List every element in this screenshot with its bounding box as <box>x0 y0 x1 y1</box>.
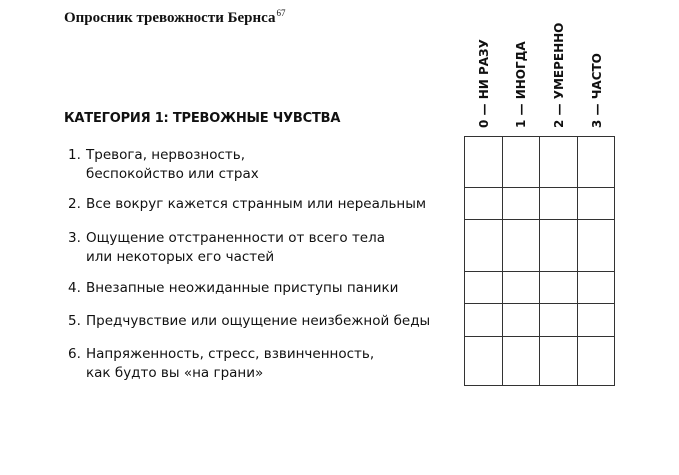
answer-row-2 <box>465 188 615 220</box>
footnote-marker: 67 <box>276 8 286 18</box>
answer-cell-q1-2[interactable] <box>540 137 578 188</box>
answer-row-1 <box>465 137 615 188</box>
answer-cell-q4-0[interactable] <box>465 272 503 304</box>
question-2 <box>68 195 426 214</box>
question-2-text: Все вокруг кажется странным или нереальным <box>86 196 427 212</box>
question-2-number: 2. <box>68 196 81 212</box>
question-4 <box>68 279 398 298</box>
answer-cell-q1-3[interactable] <box>577 137 615 188</box>
answer-cell-q6-1[interactable] <box>502 337 540 386</box>
answer-row-5 <box>465 304 615 337</box>
question-4-text: Внезапные неожиданные приступы паники <box>86 280 399 296</box>
answer-cell-q5-2[interactable] <box>540 304 578 337</box>
document-title <box>64 8 286 27</box>
answer-cell-q1-0[interactable] <box>465 137 503 188</box>
question-1 <box>68 146 259 184</box>
answer-cell-q4-2[interactable] <box>540 272 578 304</box>
answer-cell-q5-1[interactable] <box>502 304 540 337</box>
question-6-text: Напряженность, стресс, взвинченность, <box>86 346 375 362</box>
question-5 <box>68 312 430 331</box>
question-5-number: 5. <box>68 313 81 329</box>
category-title: КАТЕГОРИЯ 1: ТРЕВОЖНЫЕ ЧУВСТВА <box>64 111 341 126</box>
answer-cell-q2-0[interactable] <box>465 188 503 220</box>
answer-cell-q2-1[interactable] <box>502 188 540 220</box>
answer-cell-q2-2[interactable] <box>540 188 578 220</box>
answer-cell-q4-3[interactable] <box>577 272 615 304</box>
answer-cell-q3-1[interactable] <box>502 220 540 272</box>
question-3-text: Ощущение отстраненности от всего тела <box>86 230 386 246</box>
question-1-text-line2: беспокойство или страх <box>86 166 259 182</box>
question-1-text: Тревога, нервозность, <box>86 147 246 163</box>
question-5-text: Предчувствие или ощущение неизбежной беды <box>86 313 431 329</box>
question-4-number: 4. <box>68 280 81 296</box>
question-6 <box>68 345 374 383</box>
answer-cell-q6-0[interactable] <box>465 337 503 386</box>
answer-cell-q3-0[interactable] <box>465 220 503 272</box>
answer-grid <box>464 136 615 386</box>
scale-header-1-label: 1 — ИНОГДА <box>514 41 528 128</box>
answer-cell-q6-2[interactable] <box>540 337 578 386</box>
question-3 <box>68 229 385 267</box>
answer-cell-q5-3[interactable] <box>577 304 615 337</box>
answer-row-4 <box>465 272 615 304</box>
question-6-text-line2: как будто вы «на грани» <box>86 365 264 381</box>
answer-cell-q5-0[interactable] <box>465 304 503 337</box>
answer-cell-q1-1[interactable] <box>502 137 540 188</box>
question-6-number: 6. <box>68 346 81 362</box>
answer-cell-q4-1[interactable] <box>502 272 540 304</box>
answer-cell-q3-3[interactable] <box>577 220 615 272</box>
question-3-number: 3. <box>68 230 81 246</box>
scale-header-3-label: 3 — ЧАСТО <box>590 53 604 128</box>
question-1-number: 1. <box>68 147 81 163</box>
answer-cell-q2-3[interactable] <box>577 188 615 220</box>
scale-header-2-label: 2 — УМЕРЕННО <box>552 22 566 128</box>
scale-header-0-label: 0 — НИ РАЗУ <box>477 39 491 128</box>
document-title-text: Опросник тревожности Бернса <box>64 10 276 26</box>
question-3-text-line2: или некоторых его частей <box>86 249 275 265</box>
answer-cell-q6-3[interactable] <box>577 337 615 386</box>
answer-row-3 <box>465 220 615 272</box>
answer-cell-q3-2[interactable] <box>540 220 578 272</box>
answer-row-6 <box>465 337 615 386</box>
